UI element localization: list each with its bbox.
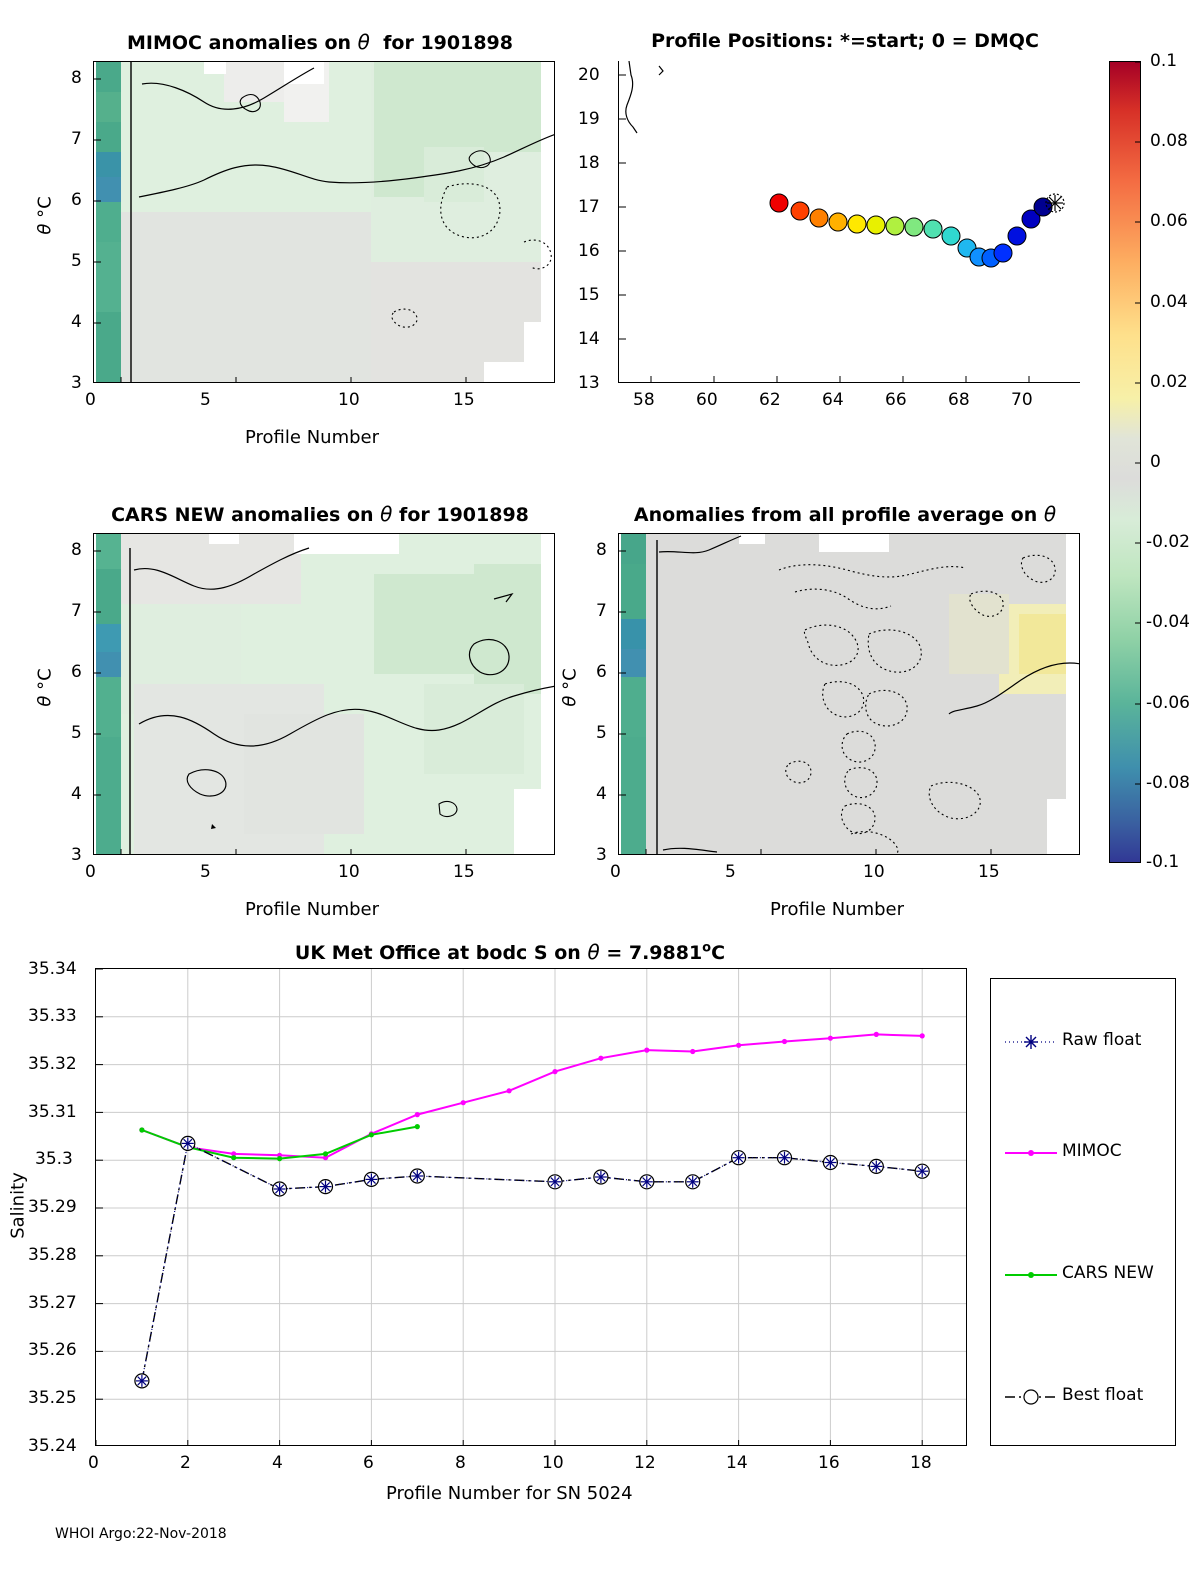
pos-ytick-5: 18 [578,153,600,173]
salinity-title-c: C [711,942,726,964]
sal-ytick-10: 35.34 [28,959,77,979]
pos-ytick-3: 16 [578,241,600,261]
cb-tick-9: -0.08 [1146,773,1190,793]
theta-symbol: θ [587,940,600,964]
sal-xtick-0: 0 [88,1453,99,1473]
cb-tick-1: 0.08 [1150,131,1188,151]
theta-symbol: θ [559,695,581,707]
allprof-xlabel: Profile Number [770,899,904,920]
salinity-title [160,940,860,964]
pos-ytick-6: 19 [578,109,600,129]
salinity-title-a: UK Met Office at bodc S on [294,942,581,964]
allprof-xtick-0: 0 [610,862,621,882]
mimoc-ytick-3: 6 [71,190,82,210]
salinity-xlabel: Profile Number for SN 5024 [386,1483,633,1504]
allprof-ytick-5: 8 [596,540,607,560]
allprof-ytick-2: 5 [596,723,607,743]
mimoc-title [60,30,580,54]
sal-ytick-8: 35.32 [28,1054,77,1074]
cb-tick-4: 0.02 [1150,372,1188,392]
cars-title [55,502,585,526]
allprof-ylabel [560,648,581,728]
legend-label-cars-new: CARS NEW [1062,1263,1154,1283]
pos-xtick-0: 58 [633,390,655,410]
pos-ytick-1: 14 [578,329,600,349]
allprof-xtick-3: 15 [978,862,1000,882]
mimoc-ytick-2: 5 [71,251,82,271]
mimoc-xlabel: Profile Number [245,427,379,448]
cars-ytick-4: 7 [71,601,82,621]
salinity-axes [95,968,967,1446]
allprof-ytick-4: 7 [596,601,607,621]
degC-unit: °C [559,668,581,690]
sal-xtick-5: 10 [542,1453,564,1473]
degC-unit: °C [34,196,56,218]
cb-tick-2: 0.06 [1150,211,1188,231]
degC-unit: °C [34,668,56,690]
mimoc-ytick-1: 4 [71,312,82,332]
pos-xtick-6: 70 [1011,390,1033,410]
sal-ytick-9: 35.33 [28,1006,77,1026]
mimoc-title-a: MIMOC anomalies on [127,32,352,54]
cars-title-b: for 1901898 [399,504,529,526]
cb-tick-5: 0 [1150,452,1161,472]
mimoc-axes [93,61,555,383]
sal-xtick-2: 4 [272,1453,283,1473]
cars-ytick-1: 4 [71,784,82,804]
pos-ytick-0: 13 [578,373,600,393]
pos-xtick-1: 60 [696,390,718,410]
cars-ytick-3: 6 [71,662,82,682]
legend-label-raw-float: Raw float [1062,1030,1142,1050]
mimoc-xtick-3: 15 [453,390,475,410]
cb-tick-7: -0.04 [1146,612,1190,632]
theta-symbol: θ [1043,502,1057,526]
cars-title-a: CARS NEW anomalies on [111,504,374,526]
sal-xtick-9: 18 [910,1453,932,1473]
legend-label-mimoc: MIMOC [1062,1141,1122,1161]
cb-tick-10: -0.1 [1146,852,1180,872]
mimoc-title-b: for 1901898 [383,32,513,54]
sal-xtick-3: 6 [363,1453,374,1473]
footer-credit: WHOI Argo:22-Nov-2018 [55,1526,227,1542]
sal-ytick-5: 35.29 [28,1197,77,1217]
pos-ytick-2: 15 [578,285,600,305]
cars-axes [93,533,555,855]
salinity-ylabel: Salinity [7,1172,29,1239]
sal-ytick-4: 35.28 [28,1245,77,1265]
allprof-axes [618,533,1080,855]
cars-ylabel [35,648,56,728]
sal-xtick-8: 16 [818,1453,840,1473]
sal-ytick-7: 35.31 [28,1102,77,1122]
theta-symbol: θ [380,502,393,526]
cars-ytick-0: 3 [71,845,82,865]
allprof-xtick-1: 5 [725,862,736,882]
pos-ytick-7: 20 [578,65,600,85]
theta-symbol: θ [34,695,56,707]
sal-ytick-0: 35.24 [28,1436,77,1456]
sal-ytick-6: 35.3 [35,1149,73,1169]
allprof-xtick-2: 10 [863,862,885,882]
cars-ytick-5: 8 [71,540,82,560]
sal-xtick-4: 8 [455,1453,466,1473]
cb-tick-0: 0.1 [1150,51,1178,71]
cars-ytick-2: 5 [71,723,82,743]
cars-xtick-0: 0 [85,862,96,882]
cb-tick-6: -0.02 [1146,532,1190,552]
positions-title: Profile Positions: *=start; 0 = DMQC [651,30,1039,52]
mimoc-xtick-1: 5 [200,390,211,410]
pos-xtick-5: 68 [948,390,970,410]
positions-axes [618,61,1080,383]
allprof-ytick-3: 6 [596,662,607,682]
allprof-title-a: Anomalies from all profile average on [633,504,1038,526]
mimoc-ytick-0: 3 [71,373,82,393]
sal-ytick-2: 35.26 [28,1340,77,1360]
cars-xlabel: Profile Number [245,899,379,920]
cars-xtick-1: 5 [200,862,211,882]
sal-ytick-1: 35.25 [28,1388,77,1408]
salinity-title-b: = 7.9881 [606,942,703,964]
theta-symbol: θ [34,223,56,235]
cars-xtick-3: 15 [453,862,475,882]
colorbar [1109,61,1141,863]
sal-ytick-3: 35.27 [28,1293,77,1313]
cb-tick-8: -0.06 [1146,693,1190,713]
sal-xtick-7: 14 [726,1453,748,1473]
mimoc-xtick-0: 0 [85,390,96,410]
mimoc-ytick-4: 7 [71,129,82,149]
cars-xtick-2: 10 [338,862,360,882]
allprof-ytick-0: 3 [596,845,607,865]
pos-xtick-2: 62 [759,390,781,410]
cb-tick-3: 0.04 [1150,292,1188,312]
sal-xtick-1: 2 [180,1453,191,1473]
mimoc-ytick-5: 8 [71,68,82,88]
sal-xtick-6: 12 [634,1453,656,1473]
theta-symbol: θ [357,30,370,54]
deg-superscript: o [702,940,712,956]
allprof-ytick-1: 4 [596,784,607,804]
pos-xtick-4: 66 [885,390,907,410]
mimoc-ylabel [35,176,56,256]
allprof-title [585,502,1105,526]
pos-ytick-4: 17 [578,197,600,217]
mimoc-xtick-2: 10 [338,390,360,410]
legend-label-best-float: Best float [1062,1385,1144,1405]
pos-xtick-3: 64 [822,390,844,410]
